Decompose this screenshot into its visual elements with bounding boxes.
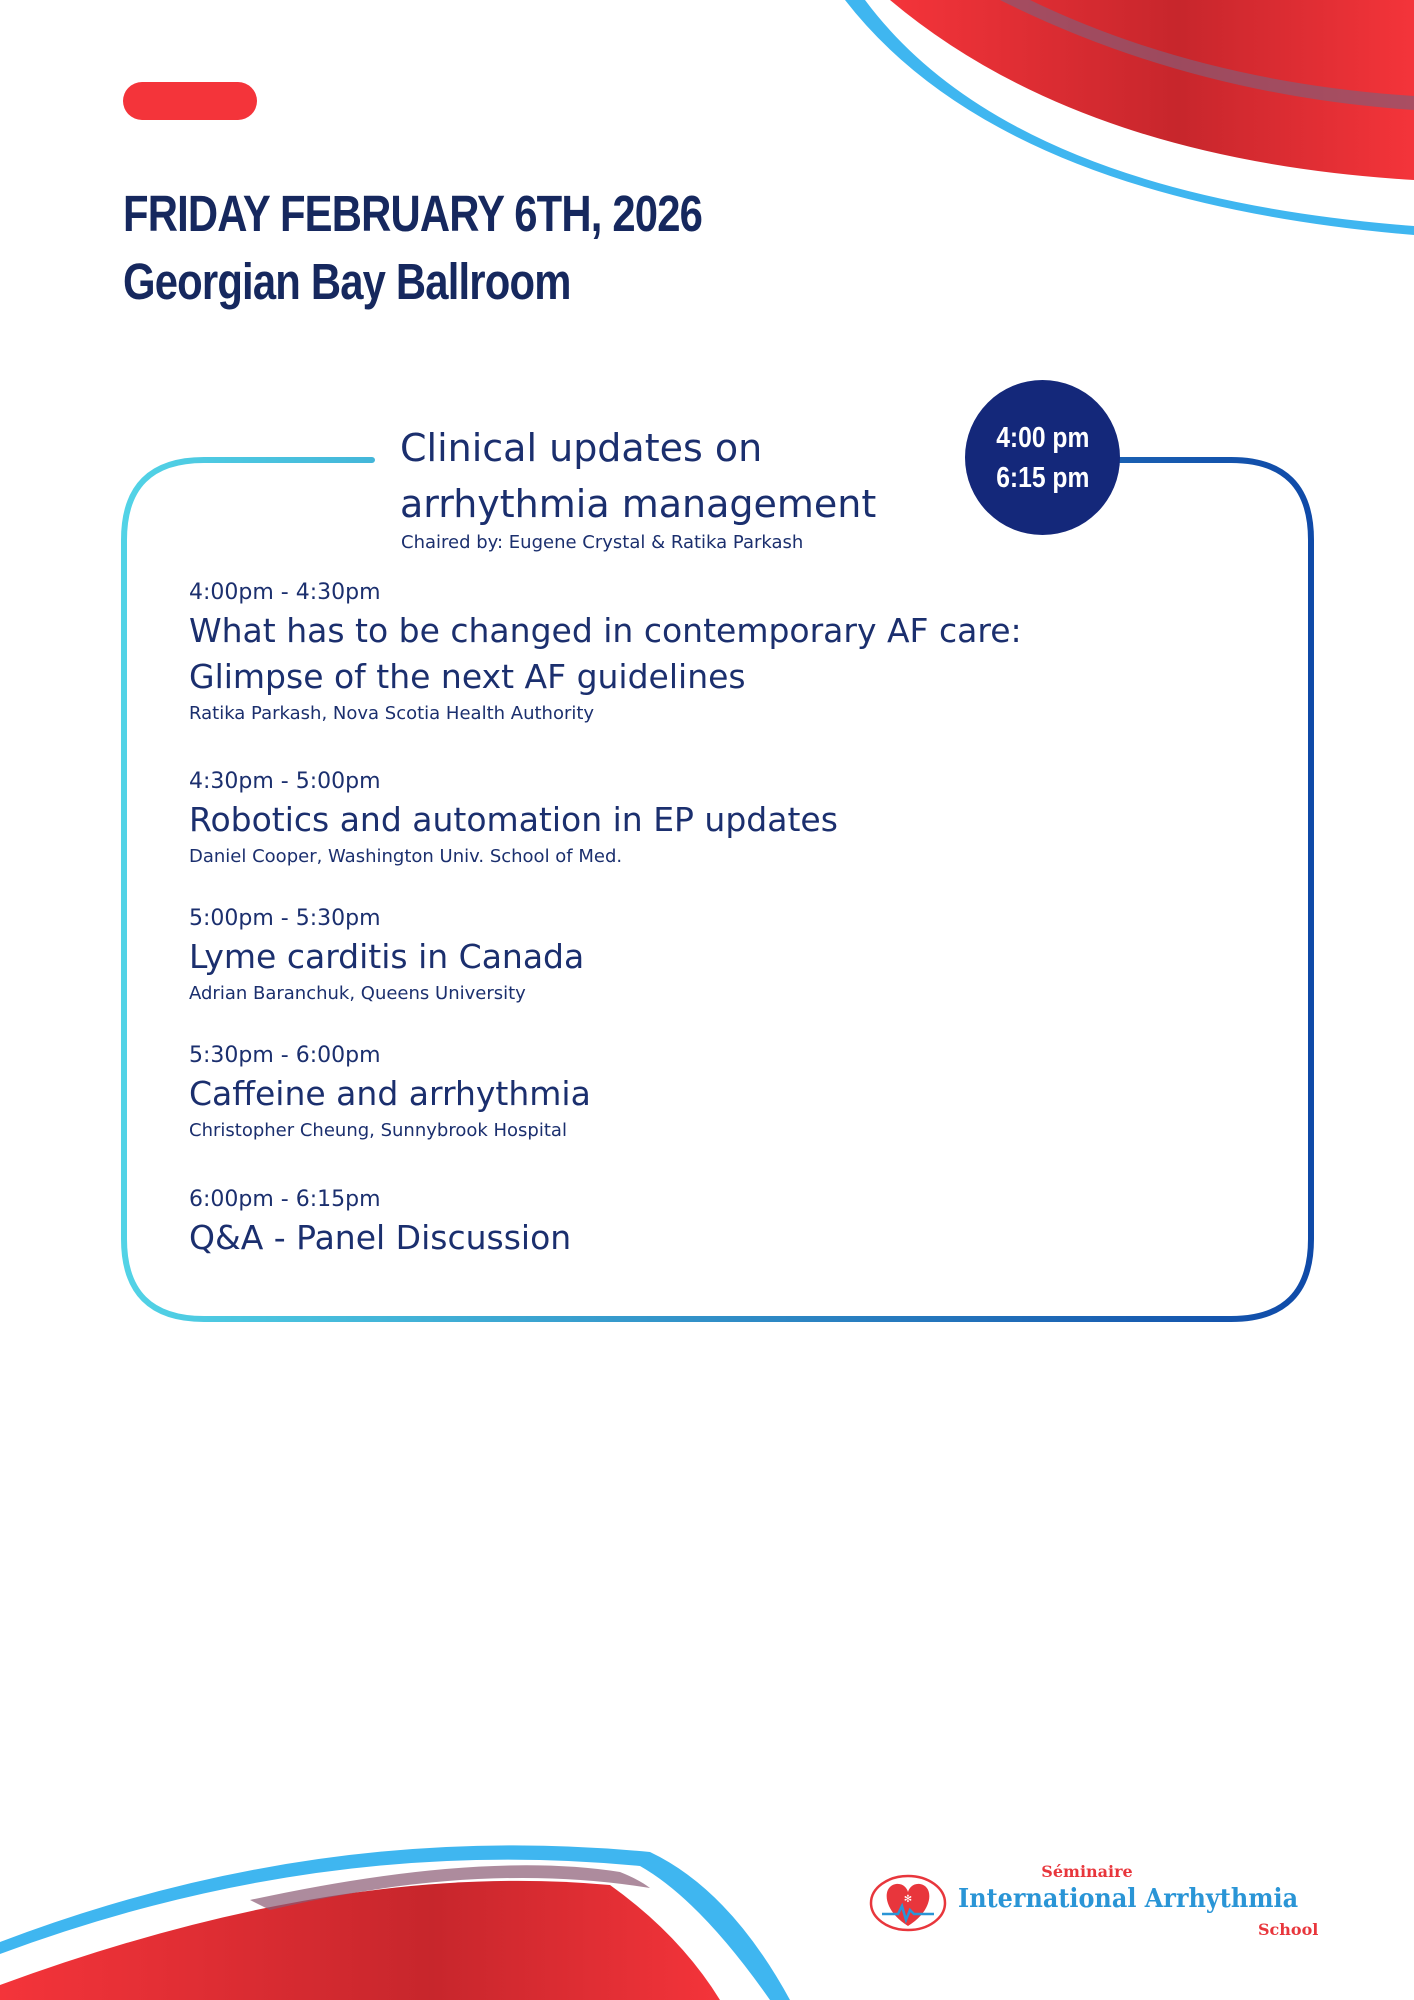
talk-time: 5:30pm - 6:00pm [189, 1043, 381, 1068]
talk-time: 4:30pm - 5:00pm [189, 769, 381, 794]
talk-item [189, 1185, 1249, 1261]
talk-time: 6:00pm - 6:15pm [189, 1187, 381, 1212]
logo-text-main: International Arrhythmia [958, 1884, 1299, 1914]
talk-title: Q&A - Panel Discussion [189, 1218, 572, 1257]
school-logo [868, 1862, 1328, 1948]
talk-title: What has to be changed in contemporary AF care: Glimpse of the next AF guidelines [189, 611, 1022, 696]
talk-speaker: Adrian Baranchuk, Queens University [189, 983, 526, 1004]
session-chair: Chaired by: Eugene Crystal & Ratika Parkash [401, 532, 804, 553]
session-title: Clinical updates on arrhythmia management [400, 426, 877, 526]
talk-title: Lyme carditis in Canada [189, 937, 585, 976]
talk-time: 4:00pm - 4:30pm [189, 580, 381, 605]
talk-item [189, 767, 1249, 871]
badge-end-time: 6:15 pm [995, 461, 1090, 494]
talk-item [189, 578, 1249, 728]
talk-speaker: Daniel Cooper, Washington Univ. School of Med. [189, 846, 623, 867]
talk-speaker: Christopher Cheung, Sunnybrook Hospital [189, 1120, 567, 1141]
talk-speaker: Ratika Parkash, Nova Scotia Health Authority [189, 703, 595, 724]
event-date-heading: FRIDAY FEBRUARY 6TH, 2026 [123, 185, 703, 242]
talk-item [189, 904, 1249, 1008]
heart-logo-icon [868, 1870, 948, 1936]
logo-text-bottom: School [1258, 1920, 1319, 1939]
talk-item [189, 1041, 1249, 1145]
talk-title: Caffeine and arrhythmia [189, 1074, 591, 1113]
logo-text-top: Séminaire [1041, 1862, 1133, 1881]
talk-time: 5:00pm - 5:30pm [189, 906, 381, 931]
talk-title: Robotics and automation in EP updates [189, 800, 838, 839]
session-time-badge [965, 380, 1120, 535]
badge-start-time: 4:00 pm [995, 421, 1090, 454]
svg-text:✻: ✻ [903, 1894, 913, 1905]
venue-heading: Georgian Bay Ballroom [123, 253, 571, 310]
